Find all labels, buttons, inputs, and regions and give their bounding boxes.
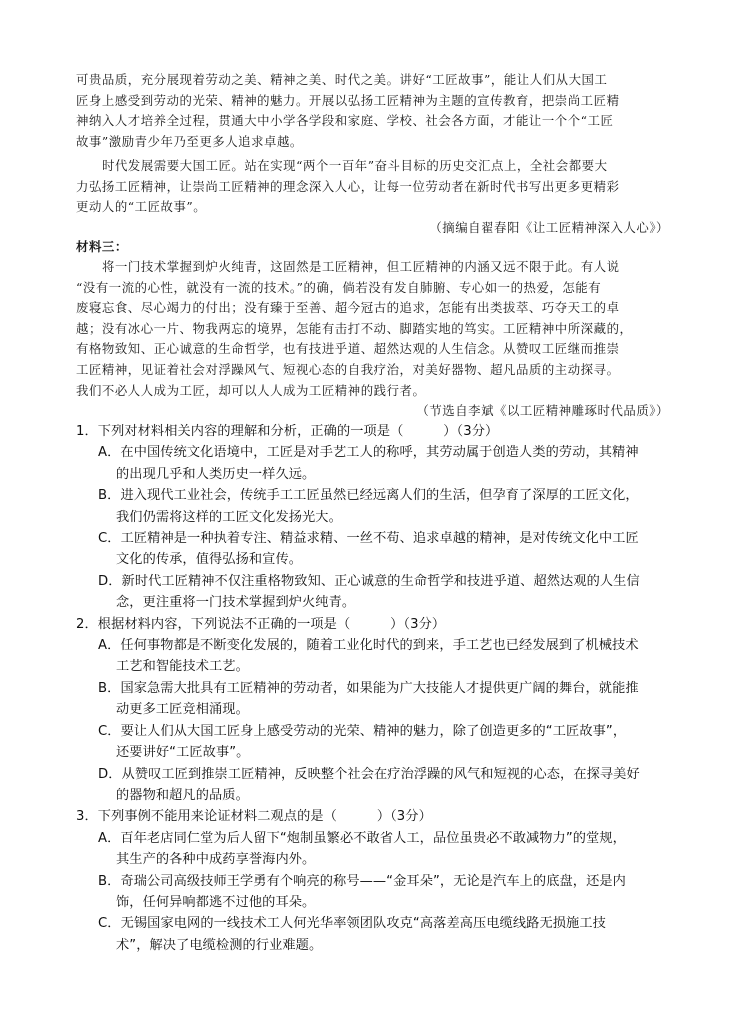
text-line: 有格物致知、正心诚意的生命哲学，也有技进乎道、超然达观的人生信念。从赞叹工匠继而推崇 [76,341,620,357]
option-text: 奇瑞公司高级技师王学勇有个响亮的称号——“金耳朵”，无论是汽车上的底盘，还是内 [120,873,626,889]
option-text: 新时代工匠精神不仅注重格物致知、正心诚意的生命哲学和技进乎道、超然达观的人生信 [121,573,640,589]
text-line: 力弘扬工匠精神，让崇尚工匠精神的理念深入人心，让每一位劳动者在新时代书写出更多更精彩 [76,178,620,194]
text-line: 故事”激励青少年乃至更多人追求卓越。 [76,133,303,149]
option-a[interactable] [76,828,676,871]
option-text: 百年老店同仁堂为后人留下“炮制虽繁必不敢省人工，品位虽贵必不敢减物力”的堂规， [120,830,626,846]
option-a[interactable] [76,635,676,678]
question-stem: 3．下列事例不能用来论证材料二观点的是（ ）（3分） [76,809,432,825]
text-line: 更动人的“工匠故事”。 [76,199,207,215]
option-text-cont: 我们仍需将这样的工匠文化发扬光大。 [116,509,342,525]
text-line: 我们不必人人成为工匠，却可以人人成为工匠精神的践行者。 [76,382,426,398]
option-text: 无锡国家电网的一线技术工人何光华率领团队攻克“高落差高压电缆线路无损施工技 [120,916,606,932]
option-label: D． [98,766,122,782]
text-line: 可贵品质，充分展现着劳动之美、精神之美、时代之美。讲好“工匠故事”，能让人们从大国工 [76,72,608,87]
question-stem: 2．根据材料内容，下列说法不正确的一项是（ ）（3分） [76,616,446,632]
text-line: 匠身上感受到劳动的光荣、精神的魅力。开展以弘扬工匠精神为主题的宣传教育，把崇尚工匠精 [76,92,620,108]
option-label: B． [98,873,121,889]
option-b[interactable] [76,485,676,528]
question-2 [76,614,676,807]
option-text-cont: 还要讲好“工匠故事”。 [116,745,250,761]
option-text-cont: 的出现几乎和人类历史一样久远。 [116,466,316,482]
option-label: C． [98,531,121,547]
text-line: 时代发展需要大国工匠。站在实现“两个一百年”奋斗目标的历史交汇点上，全社会都要大 [102,158,608,173]
material2-paragraph-2 [76,156,666,218]
option-text-cont: 饰，任何异响都逃不过他的耳朵。 [116,894,316,910]
option-text-cont: 文化的传承，值得弘扬和宣传。 [116,552,303,568]
option-text-cont: 动更多工匠竞相涌现。 [116,702,249,718]
option-text-cont: 的器物和超凡的品质。 [116,787,249,803]
option-label: D． [98,573,122,589]
text-line: 将一门技术掌握到炉火纯青，这固然是工匠精神，但工匠精神的内涵又远不限于此。有人说 [102,259,620,274]
option-text-cont: 术”，解决了电缆检测的行业难题。 [116,937,323,953]
option-text: 进入现代工业社会，传统手工工匠虽然已经远离人们的生活，但孕育了深厚的工匠文化， [120,488,639,504]
option-label: A． [98,830,121,846]
option-label: A． [98,638,121,654]
option-text: 国家急需大批具有工匠精神的劳动者，如果能为广大技能人才提供更广阔的舞台，就能推 [120,680,639,696]
text-line: “没有一流的心性，就没有一流的技术。”的确，倘若没有发自肺腑、专心如一的热爱，怎能有 [76,279,602,295]
option-c[interactable] [76,528,676,571]
text-line: 工匠精神，见证着社会对浮躁风气、短视心态的自我疗治，对美好器物、超凡品质的主动探寻。 [76,361,620,377]
question-stem: 1．下列对材料相关内容的理解和分析，正确的一项是（ ）（3分） [76,424,499,439]
text-line: 越；没有冰心一片、物我两忘的境界，怎能有击打不动、脚踏实地的笃实。工匠精神中所深藏的， [76,320,633,336]
option-a[interactable] [76,442,676,485]
material2-source: （摘编自翟春阳《让工匠精神深入人心》） [429,220,669,235]
option-text-cont: 其生产的各种中成药享誉海内外。 [116,852,316,868]
option-text-cont: 工艺和智能技术工艺。 [116,659,249,675]
material3-source: （节选自李斌《以工匠精神雕琢时代品质》） [416,403,669,418]
option-text: 从赞叹工匠到推崇工匠精神，反映整个社会在疗治浮躁的风气和短视的心态，在探寻美好 [121,766,640,782]
option-text: 在中国传统文化语境中，工匠是对手艺工人的称呼，其劳动属于创造人类的劳动，其精神 [120,445,639,461]
questions-section [76,421,676,956]
option-label: B． [98,488,121,504]
option-label: A． [98,445,121,461]
option-d[interactable] [76,764,676,807]
text-line: 神纳入人才培养全过程，贯通大中小学各学段和家庭、学校、社会各方面，才能让一个个“工匠 [76,113,614,129]
option-text: 要让人们从大国工匠身上感受劳动的光荣、精神的魅力，除了创造更多的“工匠故事”， [120,723,627,739]
question-3 [76,806,676,956]
option-d[interactable] [76,571,676,614]
text-line: 废寝忘食、尽心竭力的付出；没有臻于至善、超今冠古的追求，怎能有出类拔萃、巧夺天工的卓 [76,300,620,316]
material2-paragraph-1 [76,70,666,152]
question-1 [76,421,676,614]
option-b[interactable] [76,871,676,914]
option-c[interactable] [76,721,676,764]
material3-paragraph [76,257,666,401]
option-text-cont: 念，更注重将一门技术掌握到炉火纯青。 [116,595,356,611]
option-c[interactable] [76,913,676,956]
option-text: 工匠精神是一种执着专注、精益求精、一丝不苟、追求卓越的精神，是对传统文化中工匠 [120,531,639,547]
option-label: C． [98,723,121,739]
option-label: B． [98,680,121,696]
material3-title: 材料三： [76,239,128,254]
option-text: 任何事物都是不断变化发展的，随着工业化时代的到来，手工艺也已经发展到了机械技术 [120,638,639,654]
option-label: C． [98,916,121,932]
option-b[interactable] [76,678,676,721]
